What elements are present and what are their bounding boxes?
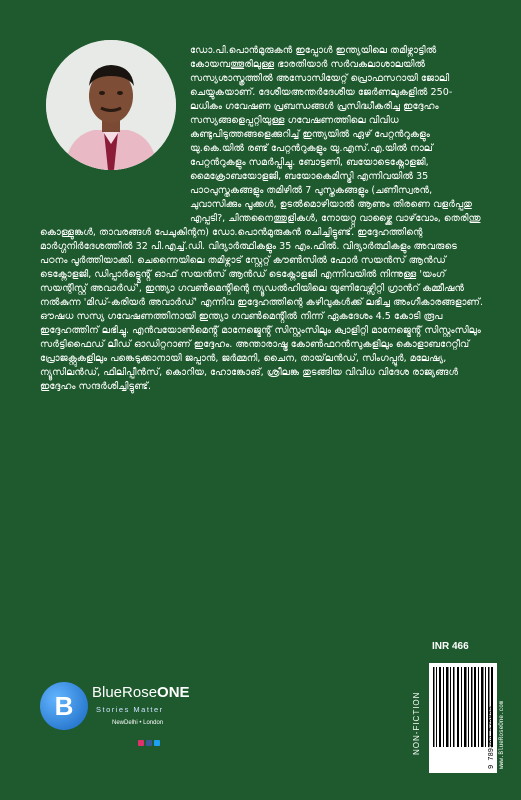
publisher-name-part2: ONE xyxy=(157,684,190,701)
publisher-logo xyxy=(40,682,240,742)
twitter-icon xyxy=(154,740,160,746)
publisher-name-part1: BlueRose xyxy=(92,684,158,701)
price-label: INR 466 xyxy=(432,641,469,652)
publisher-tagline: Stories Matter xyxy=(96,705,164,714)
publisher-website: www.BlueRoseOne.com xyxy=(498,700,505,769)
bluerose-logo-icon: B xyxy=(40,682,88,730)
barcode xyxy=(429,663,497,773)
author-bio xyxy=(40,44,484,564)
isbn-number: 9 789364 525855 xyxy=(488,705,496,769)
publisher-name xyxy=(92,684,190,701)
barcode-bars xyxy=(433,667,493,747)
publisher-locations: NewDelhi • London xyxy=(112,720,164,726)
social-icons xyxy=(138,731,162,750)
bio-photo-spacer xyxy=(40,44,190,220)
facebook-icon xyxy=(146,740,152,746)
author-bio-text: ഡോ.പി.പൊൻമുരുകൻ ഇപ്പോൾ ഇന്ത്യയിലെ തമിഴ്നാട്ടിൽ കോയമ്പത്തൂരിലുള്ള ഭാരതിയാർ സർവകലാശാലയിൽ സസ്യശാസ്ത്രത്തിൽ അസോസിയേറ്റ് പ്രൊഫസറായി ജോലി ചെയ്യുകയാണ്. ദേശീയഅന്തർദേശീയ ജേർണലുകളിൽ 250-ലധികം ഗവേഷണ പ്രബന്ധങ്ങൾ പ്രസിദ്ധീകരിച്ച ഇദ്ദേഹം സസ്യങ്ങളെപ്പറ്റിയുള്ള ഗവേഷണത്തിലെ വിവിധ കണ്ടുപിടുത്തങ്ങളെക്കുറിച്ച് ഇന്ത്യയിൽ ഏഴ് പേറ്റൻറുകളും യു.കെ.യിൽ രണ്ട് പേറ്റൻറുകളും യു.എസ്.എ.യിൽ നാല് പേറ്റൻറുകളും സമർപ്പിച്ചു. ബോട്ടണി, ബയോടെക്നോളജി, മൈക്രോബയോളജി, ബയോകെമിസ്ട്രി എന്നിവയിൽ 35 പാഠപുസ്തകങ്ങളും തമിഴിൽ 7 പുസ്തകങ്ങളും (ചണീസ്വരൻ, ചുവാസിക്കും പൂക്കൾ, ഉടൽമൊഴിയാൽ ആണും തിരണെ വളർപ്പതു എപ്പടി?, ചിന്തനൈത്തുളികൾ, നോയറ്റ്റ വാഴ്ക്കൈ വാഴ്‌വോം, തെരിന്തു കൊള്ളുങ്കൾ, താവരങ്ങൾ പേചുകിന്റന) ഡോ.പൊൻമുരുകൻ രചിച്ചിട്ടുണ്ട്. ഇദ്ദേഹത്തിന്റെ മാർഗ്ഗനിർദേശത്തിൽ 32 പി.എച്ച്.ഡി. വിദ്യാർത്ഥികളും 35 എം.ഫിൽ. വിദ്യാർത്ഥികളും അവരുടെ പഠനം പൂർത്തിയാക്കി. ചെന്നൈയിലെ തമിഴ്നാട് സ്റ്റേറ്റ് കൗൺസിൽ ഫോർ സയൻസ് ആൻഡ് ടെക്നോളജി, ഡിപ്പാർട്ട്മെൻ്റ് ഓഫ് സയൻസ് ആൻഡ് ടെക്നോളജി എന്നിവയിൽ നിന്നുള്ള 'യംഗ് സയന്റിസ്റ്റ് അവാർഡ്', ഇന്ത്യാ ഗവൺമെൻ്റിന്റെ ന്യൂഡൽഹിയിലെ യൂണിവേഴ്സിറ്റി ഗ്രാൻറ് കമ്മീഷൻ നൽകുന്ന 'മിഡ്-കരിയർ അവാർഡ്' എന്നിവ ഇദ്ദേഹത്തിന്റെ കഴിവുകൾക്ക് ലഭിച്ച അംഗീകാരങ്ങളാണ്. ഔഷധ സസ്യ ഗവേഷണത്തിനായി ഇന്ത്യാ ഗവൺമെൻ്റിൽ നിന്ന് ഏകദേശം 4.5 കോടി രൂപ ഇദ്ദേഹത്തിന് ലഭിച്ചു. എൻവയോൺമെൻ്റ് മാനേജ്മെൻ്റ് സിസ്റ്റംസിലും ക്വാളിറ്റി മാനേജ്മെൻ്റ് സിസ്റ്റംസിലും സർട്ടിഫൈഡ് ലീഡ് ഓഡിറ്ററാണ് ഇദ്ദേഹം. അന്താരാഷ്ട്ര കോൺഫറൻസുകളിലും കൊളാബറേറ്റീവ് പ്രോജക്റ്റുകളിലും പങ്കെടുക്കാനായി ജപ്പാൻ, ജർമ്മനി, ചൈന, തായ്‌ലൻഡ്, സിംഗപ്പൂർ, മലേഷ്യ, ന്യൂസിലൻഡ്, ഫിലിപ്പീൻസ്, കൊറിയ, ഹോങ്കോങ്, ശ്രീലങ്ക തുടങ്ങിയ വിവിധ വിദേശ രാജ്യങ്ങൾ ഇദ്ദേഹം സന്ദർശിച്ചിട്ടുണ്ട്. xyxy=(40,45,484,392)
genre-label: NON-FICTION xyxy=(412,691,421,755)
instagram-icon xyxy=(138,740,144,746)
